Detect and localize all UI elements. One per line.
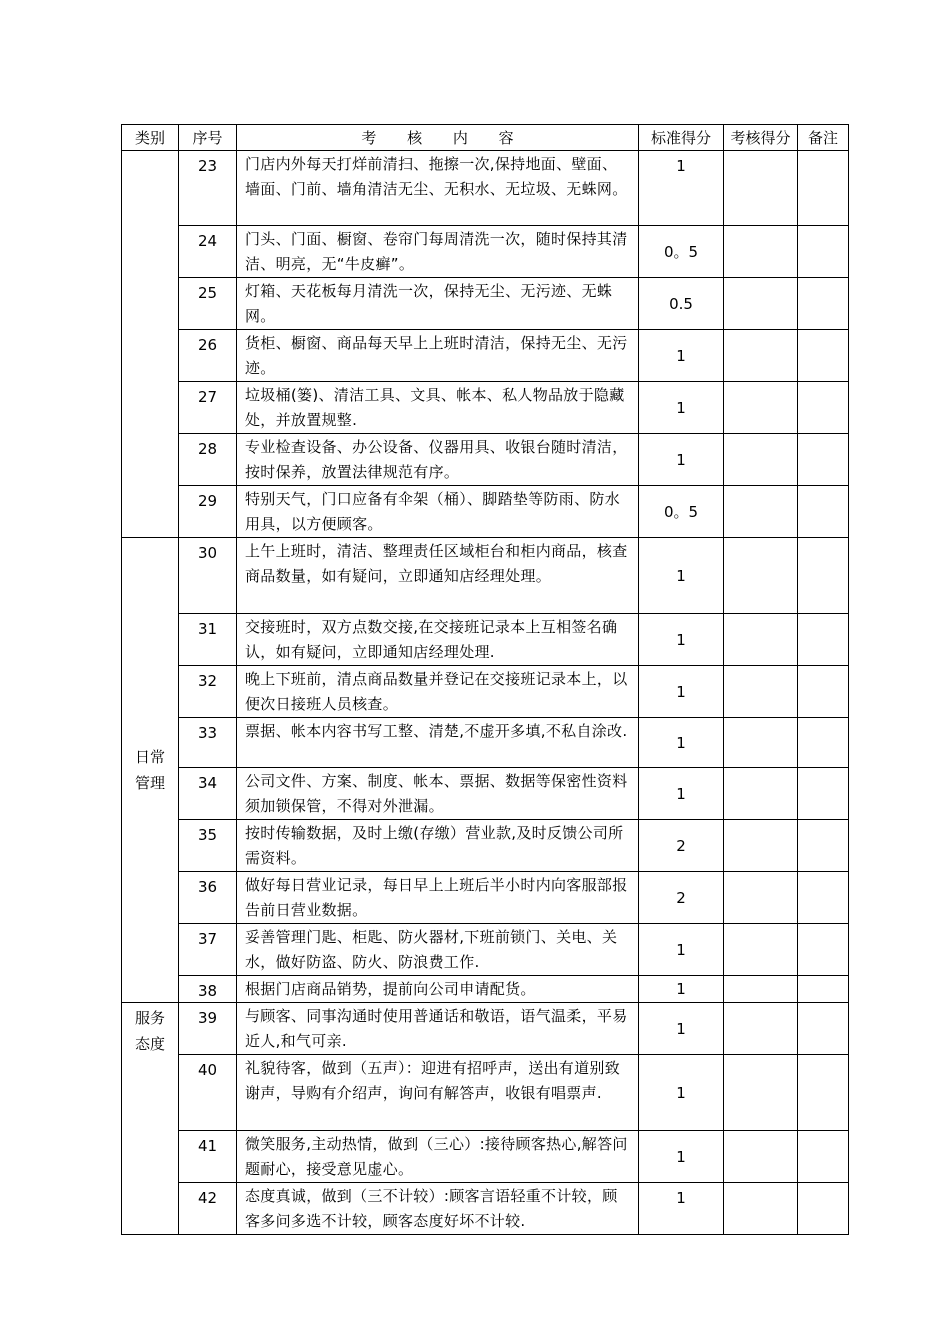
- remark-cell[interactable]: [798, 666, 849, 718]
- header-content: [237, 125, 639, 151]
- content-cell: 票据、帐本内容书写工整、清楚,不虚开多填,不私自涂改.: [237, 718, 639, 768]
- content-cell: 微笑服务,主动热情，做到（三心）:接待顾客热心,解答问题耐心，接受意见虚心。: [237, 1131, 639, 1183]
- standard-score-cell: 1: [639, 976, 724, 1003]
- remark-cell[interactable]: [798, 820, 849, 872]
- table-row: [122, 820, 849, 872]
- assessed-score-cell[interactable]: [724, 768, 798, 820]
- table-row: [122, 718, 849, 768]
- remark-cell[interactable]: [798, 976, 849, 1003]
- remark-cell[interactable]: [798, 486, 849, 538]
- seq-cell: 39: [179, 1003, 237, 1055]
- remark-cell[interactable]: [798, 1055, 849, 1131]
- content-cell: 态度真诚，做到（三不计较）:顾客言语轻重不计较，顾客多问多选不计较，顾客态度好坏不计较.: [237, 1183, 639, 1235]
- seq-cell: 26: [179, 330, 237, 382]
- table-row: [122, 768, 849, 820]
- assessed-score-cell[interactable]: [724, 1131, 798, 1183]
- content-cell: 与顾客、同事沟通时使用普通话和敬语，语气温柔，平易近人,和气可亲.: [237, 1003, 639, 1055]
- table-row: [122, 1003, 849, 1055]
- content-cell: 门店内外每天打烊前清扫、拖擦一次,保持地面、壁面、墙面、门前、墙角清洁无尘、无积水、无垃圾、无蛛网。: [237, 151, 639, 226]
- content-cell: 礼貌待客，做到（五声）：迎进有招呼声，送出有道别致谢声，导购有介绍声，询问有解答声，收银有唱票声.: [237, 1055, 639, 1131]
- remark-cell[interactable]: [798, 1183, 849, 1235]
- seq-cell: 42: [179, 1183, 237, 1235]
- standard-score-cell: 1: [639, 1003, 724, 1055]
- content-cell: 专业检查设备、办公设备、仪器用具、收银台随时清洁，按时保养，放置法律规范有序。: [237, 434, 639, 486]
- seq-cell: 25: [179, 278, 237, 330]
- table-row: [122, 666, 849, 718]
- content-cell: 上午上班时，清洁、整理责任区域柜台和柜内商品，核查商品数量，如有疑问，立即通知店经理处理。: [237, 538, 639, 614]
- standard-score-cell: 1: [639, 768, 724, 820]
- header-content-label: 考 核 内 容: [361, 129, 514, 147]
- remark-cell[interactable]: [798, 1131, 849, 1183]
- table-row: [122, 486, 849, 538]
- table-row: [122, 1131, 849, 1183]
- standard-score-cell: 2: [639, 872, 724, 924]
- content-cell: 妥善管理门匙、柜匙、防火器材,下班前锁门、关电、关水，做好防盗、防火、防浪费工作.: [237, 924, 639, 976]
- header-row: [122, 125, 849, 151]
- assessed-score-cell[interactable]: [724, 382, 798, 434]
- standard-score-cell: 0。5: [639, 486, 724, 538]
- standard-score-cell: 1: [639, 330, 724, 382]
- seq-cell: 23: [179, 151, 237, 226]
- table-row: [122, 330, 849, 382]
- standard-score-cell: 0.5: [639, 278, 724, 330]
- header-seq: 序号: [179, 125, 237, 151]
- table-row: [122, 872, 849, 924]
- header-remark: 备注: [798, 125, 849, 151]
- table-row: [122, 278, 849, 330]
- content-cell: 特别天气，门口应备有伞架（桶）、脚踏垫等防雨、防水用具，以方便顾客。: [237, 486, 639, 538]
- standard-score-cell: 1: [639, 151, 724, 226]
- remark-cell[interactable]: [798, 872, 849, 924]
- table-row: [122, 538, 849, 614]
- assessed-score-cell[interactable]: [724, 718, 798, 768]
- assessed-score-cell[interactable]: [724, 330, 798, 382]
- remark-cell[interactable]: [798, 924, 849, 976]
- assessment-table: [121, 124, 849, 1235]
- assessed-score-cell[interactable]: [724, 486, 798, 538]
- table-row: [122, 151, 849, 226]
- assessed-score-cell[interactable]: [724, 976, 798, 1003]
- standard-score-cell: 1: [639, 434, 724, 486]
- content-cell: 货柜、橱窗、商品每天早上上班时清洁，保持无尘、无污迹。: [237, 330, 639, 382]
- standard-score-cell: 1: [639, 924, 724, 976]
- seq-cell: 41: [179, 1131, 237, 1183]
- assessed-score-cell[interactable]: [724, 278, 798, 330]
- seq-cell: 37: [179, 924, 237, 976]
- content-cell: 灯箱、天花板每月清洗一次，保持无尘、无污迹、无蛛网。: [237, 278, 639, 330]
- content-cell: 做好每日营业记录，每日早上上班后半小时内向客服部报告前日营业数据。: [237, 872, 639, 924]
- standard-score-cell: 1: [639, 1183, 724, 1235]
- assessed-score-cell[interactable]: [724, 226, 798, 278]
- remark-cell[interactable]: [798, 614, 849, 666]
- standard-score-cell: 0。5: [639, 226, 724, 278]
- header-assessed-score: 考核得分: [724, 125, 798, 151]
- assessed-score-cell[interactable]: [724, 434, 798, 486]
- standard-score-cell: 1: [639, 1131, 724, 1183]
- seq-cell: 32: [179, 666, 237, 718]
- seq-cell: 40: [179, 1055, 237, 1131]
- assessed-score-cell[interactable]: [724, 1003, 798, 1055]
- remark-cell[interactable]: [798, 382, 849, 434]
- content-cell: 垃圾桶(篓)、清洁工具、文具、帐本、私人物品放于隐藏处，并放置规整.: [237, 382, 639, 434]
- content-cell: 按时传输数据，及时上缴(存缴）营业款,及时反馈公司所需资料。: [237, 820, 639, 872]
- assessed-score-cell[interactable]: [724, 1183, 798, 1235]
- seq-cell: 38: [179, 976, 237, 1003]
- seq-cell: 28: [179, 434, 237, 486]
- table-row: [122, 382, 849, 434]
- content-cell: 晚上下班前，清点商品数量并登记在交接班记录本上，以便次日接班人员核查。: [237, 666, 639, 718]
- assessed-score-cell[interactable]: [724, 666, 798, 718]
- category-daily: 日常 管理: [122, 538, 179, 1003]
- category-service: 服务 态度: [122, 1003, 179, 1235]
- remark-cell[interactable]: [798, 278, 849, 330]
- remark-cell[interactable]: [798, 718, 849, 768]
- remark-cell[interactable]: [798, 538, 849, 614]
- seq-cell: 27: [179, 382, 237, 434]
- standard-score-cell: 2: [639, 820, 724, 872]
- standard-score-cell: 1: [639, 614, 724, 666]
- remark-cell[interactable]: [798, 226, 849, 278]
- standard-score-cell: 1: [639, 1055, 724, 1131]
- seq-cell: 33: [179, 718, 237, 768]
- seq-cell: 30: [179, 538, 237, 614]
- seq-cell: 34: [179, 768, 237, 820]
- category-empty: [122, 151, 179, 538]
- remark-cell[interactable]: [798, 151, 849, 226]
- header-category: 类别: [122, 125, 179, 151]
- table-row: [122, 924, 849, 976]
- standard-score-cell: 1: [639, 718, 724, 768]
- header-standard-score: 标准得分: [639, 125, 724, 151]
- content-cell: 交接班时，双方点数交接,在交接班记录本上互相签名确认，如有疑问，立即通知店经理处理.: [237, 614, 639, 666]
- seq-cell: 31: [179, 614, 237, 666]
- content-cell: 公司文件、方案、制度、帐本、票据、数据等保密性资料须加锁保管，不得对外泄漏。: [237, 768, 639, 820]
- assessed-score-cell[interactable]: [724, 151, 798, 226]
- table-row: [122, 1055, 849, 1131]
- standard-score-cell: 1: [639, 538, 724, 614]
- remark-cell[interactable]: [798, 434, 849, 486]
- table-row: [122, 614, 849, 666]
- remark-cell[interactable]: [798, 1003, 849, 1055]
- seq-cell: 29: [179, 486, 237, 538]
- standard-score-cell: 1: [639, 382, 724, 434]
- assessed-score-cell[interactable]: [724, 924, 798, 976]
- seq-cell: 35: [179, 820, 237, 872]
- assessed-score-cell[interactable]: [724, 1055, 798, 1131]
- seq-cell: 36: [179, 872, 237, 924]
- table-row: [122, 976, 849, 1003]
- remark-cell[interactable]: [798, 330, 849, 382]
- remark-cell[interactable]: [798, 768, 849, 820]
- table-row: [122, 226, 849, 278]
- content-cell: 根据门店商品销势，提前向公司申请配货。: [237, 976, 639, 1003]
- table-row: [122, 1183, 849, 1235]
- assessed-score-cell[interactable]: [724, 872, 798, 924]
- assessed-score-cell[interactable]: [724, 614, 798, 666]
- assessed-score-cell[interactable]: [724, 820, 798, 872]
- assessed-score-cell[interactable]: [724, 538, 798, 614]
- content-cell: 门头、门面、橱窗、卷帘门每周清洗一次，随时保持其清洁、明亮，无“牛皮癣”。: [237, 226, 639, 278]
- standard-score-cell: 1: [639, 666, 724, 718]
- seq-cell: 24: [179, 226, 237, 278]
- table-row: [122, 434, 849, 486]
